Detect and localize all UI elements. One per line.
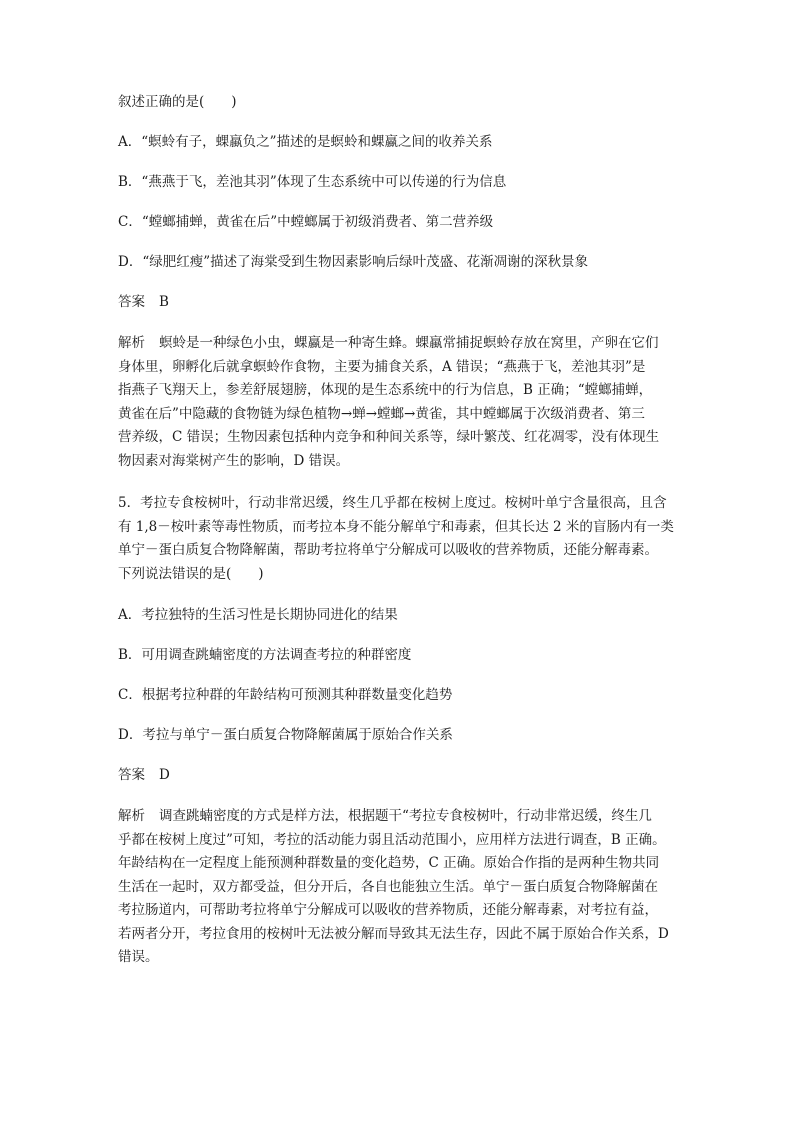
q5-analysis-line: 乎都在桉树上度过”可知，考拉的活动能力弱且活动范围小，应用样方法进行调查，B 正确。 (118, 831, 666, 848)
q4-analysis-text: 螟蛉是一种绿色小虫，蜾蠃是一种寄生蜂。蜾蠃常捕捉螟蛉存放在窝里，产卵在它们 (159, 335, 659, 351)
q5-option-a: A．考拉独特的生活习性是长期协同进化的结果 (118, 607, 398, 623)
q4-option-b: B．“燕燕于飞，差池其羽”体现了生态系统中可以传递的行为信息 (118, 174, 507, 190)
q4-answer (118, 292, 678, 312)
q4-answer-value: B (159, 294, 169, 310)
q4-analysis-line (118, 332, 678, 356)
q5-analysis-line (118, 805, 678, 829)
q5-option-c: C．根据考拉种群的年龄结构可预测其种群数量变化趋势 (118, 687, 453, 703)
q5-analysis (118, 805, 678, 970)
q5-stem-line: 5．考拉专食桉树叶，行动非常迟缓，终生几乎都在桉树上度过。桉树叶单宁含量很高，且含 (118, 495, 667, 511)
q5-analysis-line: 若两者分开，考拉食用的桉树叶无法被分解而导致其无法生存，因此不属于原始合作关系，D (118, 925, 669, 942)
q4-option-a: A．“螟蛉有子，蜾蠃负之”描述的是螟蛉和蜾蠃之间的收养关系 (118, 134, 493, 150)
q5-answer (118, 765, 678, 785)
q5-analysis-line: 考拉肠道内，可帮助考拉将单宁分解成可以吸收的营养物质，还能分解毒素，对考拉有益， (118, 902, 658, 918)
q5-analysis-text: 调查跳蝻密度的方式是样方法，根据题干“考拉专食桉树叶，行动非常迟缓，终生几 (159, 808, 652, 824)
q4-option-d: D．“绿肥红瘦”描述了海棠受到生物因素影响后绿叶茂盛、花渐凋谢的深秋景象 (118, 254, 589, 270)
q5-analysis-label: 解析 (118, 808, 145, 824)
q4-analysis-label: 解析 (118, 335, 145, 351)
q5-stem (118, 492, 678, 586)
q4-option-c: C．“螳螂捕蝉，黄雀在后”中螳螂属于初级消费者、第二营养级 (118, 214, 494, 230)
q5-option-b: B．可用调查跳蝻密度的方法调查考拉的种群密度 (118, 647, 412, 663)
q5-answer-label: 答案 (118, 767, 145, 783)
q5-analysis-line: 年龄结构在一定程度上能预测种群数量的变化趋势，C 正确。原始合作指的是两种生物共同 (118, 855, 660, 871)
q5-stem-line: 下列说法错误的是( ) (118, 565, 264, 582)
q4-answer-label: 答案 (118, 294, 145, 310)
q5-stem-line: 有 1,8－桉叶素等毒性物质，而考拉本身不能分解单宁和毒素，但其长达 2 米的盲肠内有一类 (118, 518, 674, 535)
q4-stem-tail: 叙述正确的是( ) (118, 94, 237, 110)
q5-analysis-line: 错误。 (118, 949, 159, 965)
q4-analysis-line: 物因素对海棠树产生的影响，D 错误。 (118, 452, 350, 469)
q4-analysis (118, 332, 678, 473)
q4-analysis-line: 营养级，C 错误；生物因素包括种内竞争和种间关系等，绿叶繁茂、红花凋零，没有体现生 (118, 429, 660, 445)
q4-analysis-line: 黄雀在后”中隐藏的食物链为绿色植物→蝉→螳螂→黄雀，其中螳螂属于次级消费者、第三 (118, 405, 645, 422)
q5-option-d: D．考拉与单宁－蛋白质复合物降解菌属于原始合作关系 (118, 727, 453, 743)
q5-answer-value: D (159, 767, 170, 783)
q5-analysis-line: 生活在一起时，双方都受益，但分开后，各自也能独立生活。单宁－蛋白质复合物降解菌在 (118, 878, 658, 895)
document-page (118, 92, 678, 989)
q5-stem-line: 单宁－蛋白质复合物降解菌，帮助考拉将单宁分解成可以吸收的营养物质，还能分解毒素。 (118, 542, 658, 558)
q4-analysis-line: 指燕子飞翔天上，参差舒展翅膀，体现的是生态系统中的行为信息，B 正确；“螳螂捕蝉， (118, 382, 653, 398)
q4-analysis-line: 身体里，卵孵化后就拿螟蛉作食物，主要为捕食关系，A 错误；“燕燕于飞，差池其羽”是 (118, 358, 646, 375)
